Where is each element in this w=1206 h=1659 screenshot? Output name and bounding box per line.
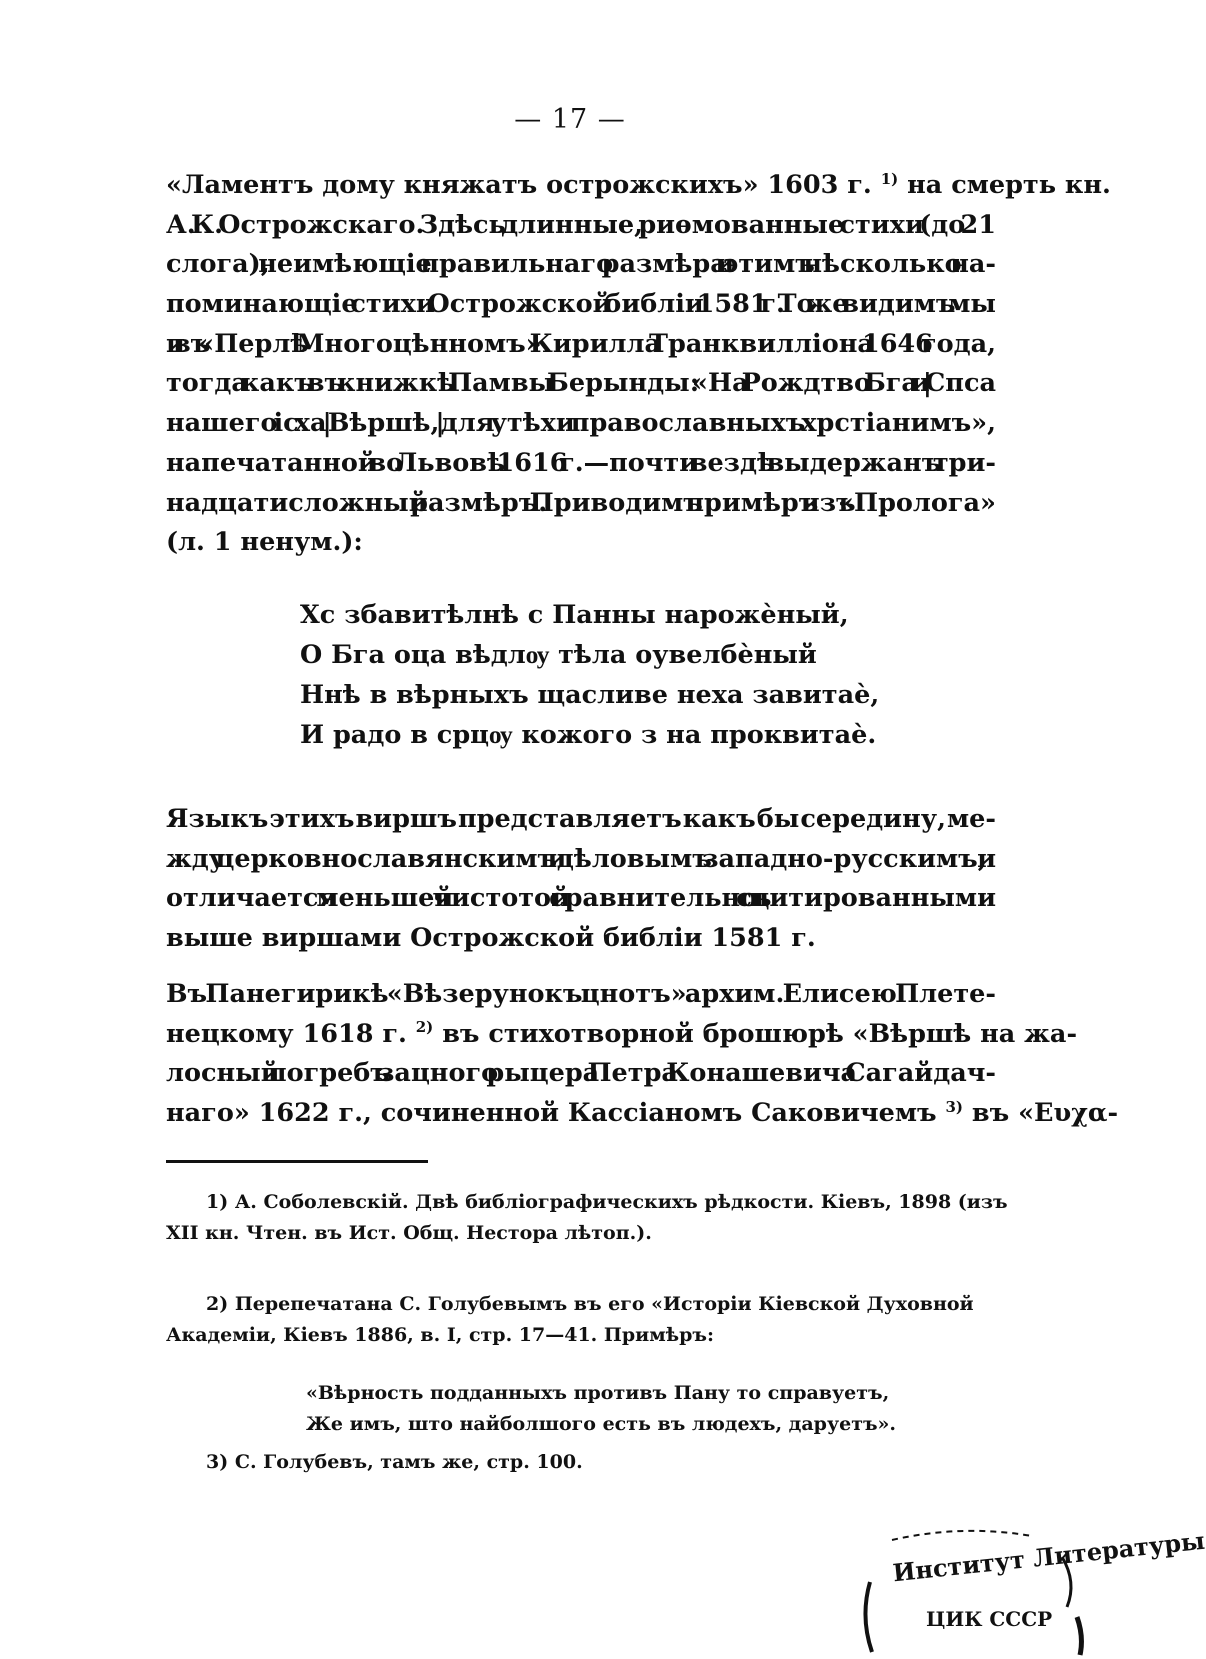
- text-line: выше виршами Острожской библіи 1581 г.: [166, 923, 816, 954]
- text-line: лосный погребъ зацного рыцера Петра Конашевича Сагайдач-: [166, 1058, 996, 1089]
- footnote-line: 3) С. Голубевъ, тамъ же, стр. 100.: [206, 1451, 583, 1473]
- text-line: напечатанной во Львовѣ 1616 г.—почти вездѣ выдержанъ три-: [166, 447, 996, 478]
- text-line: нашего іс ха | Вѣршѣ, | для утѣхи православныхъ хрстіанимъ»,: [166, 408, 996, 439]
- verse-quotation: [300, 595, 880, 755]
- footnote-2: [166, 1289, 996, 1351]
- footnote-1: [166, 1187, 1008, 1249]
- footnote-line: Же имъ, што найболшого есть въ людехъ, даруетъ».: [306, 1413, 897, 1435]
- text-line: жду церковнославянскимъ и дѣловымъ западно-русскимъ, и: [166, 843, 996, 874]
- text-line: тогда какъ въ книжкѣ Памвы Берынды: «На Рождтво Бга и | Спса: [166, 368, 996, 399]
- paragraph-language: [166, 800, 996, 959]
- text-line: отличается меньшей чистотой сравнительно съ цитированными: [166, 883, 996, 914]
- paragraph-intro: [166, 166, 1111, 563]
- text-line: нецкому 1618 г. 2) въ стихотворной брошюрѣ «Вѣршѣ на жа-: [166, 1015, 996, 1055]
- library-stamp: [852, 1522, 1206, 1657]
- stamp-text-top: Институт Литературы: [891, 1525, 1206, 1588]
- footnote-line: «Вѣрность подданныхъ противъ Пану то справуетъ,: [306, 1382, 890, 1404]
- stamp-text-bottom: ЦИК СССР: [926, 1607, 1053, 1631]
- text-line: «Ламентъ дому княжатъ острожскихъ» 1603 г. 1) на смерть кн.: [166, 166, 996, 206]
- text-line: наго» 1622 г., сочиненной Кассіаномъ Саковичемъ 3) въ «Ευχα-: [166, 1094, 996, 1134]
- text-line: Въ Панегирикѣ «Вѣзерунокъ цнотъ» архим. Елисею Плете-: [166, 979, 996, 1009]
- footnote-ref: 2): [415, 1018, 434, 1037]
- footnote-line: 1) А. Соболевскій. Двѣ библіографическихъ рѣдкости. Кіевъ, 1898 (изъ: [206, 1191, 1008, 1213]
- footnote-ref: 1): [880, 169, 899, 188]
- text-line: слога), неимѣющіе правильнаго размѣра и этимъ нѣсколько на-: [166, 249, 996, 280]
- footnote-divider: [166, 1160, 428, 1163]
- text-line: поминающіе стихи Острожской библіи 1581 г. То же видимъ мы: [166, 289, 996, 320]
- page-number: — 17 —: [514, 104, 626, 135]
- footnote-line: XII кн. Чтен. въ Ист. Общ. Нестора лѣтоп.).: [166, 1222, 652, 1244]
- paragraph-panegyric: [166, 975, 1119, 1134]
- text-line: надцатисложный размѣръ. Приводимъ примѣръ изъ «Пролога»: [166, 487, 996, 518]
- text-line: А. К. Острожскаго. Здѣсь длинные, риѳмованные стихи (до 21: [166, 209, 996, 240]
- footnote-line: 2) Перепечатана С. Голубевымъ въ его «Исторіи Кіевской Духовной: [206, 1293, 974, 1315]
- verse-line: О Бга оца вѣдлѹ тѣла оувелбѐный: [300, 640, 817, 670]
- text-line: и въ «Перлѣ Многоцѣнномъ» Кирилла Транквилліона 1646 года,: [166, 328, 996, 359]
- footnote-2-quote: [306, 1378, 1136, 1440]
- footnote-3: [166, 1447, 996, 1478]
- verse-line: И радо в срцѹ кожого з на проквитаѐ.: [300, 720, 877, 750]
- footnote-line: Академіи, Кіевъ 1886, в. I, стр. 17—41. Примѣръ:: [166, 1324, 714, 1346]
- text-line: Языкъ этихъ виршъ представляетъ какъ бы середину, ме-: [166, 804, 996, 834]
- verse-line: Хс збавитѣлнѣ с Панны нарожѐный,: [300, 600, 849, 630]
- footnote-ref: 3): [945, 1097, 964, 1116]
- verse-line: Ннѣ в вѣрныхъ щасливе неха завитаѐ,: [300, 680, 880, 710]
- text-line: (л. 1 ненум.):: [166, 527, 363, 558]
